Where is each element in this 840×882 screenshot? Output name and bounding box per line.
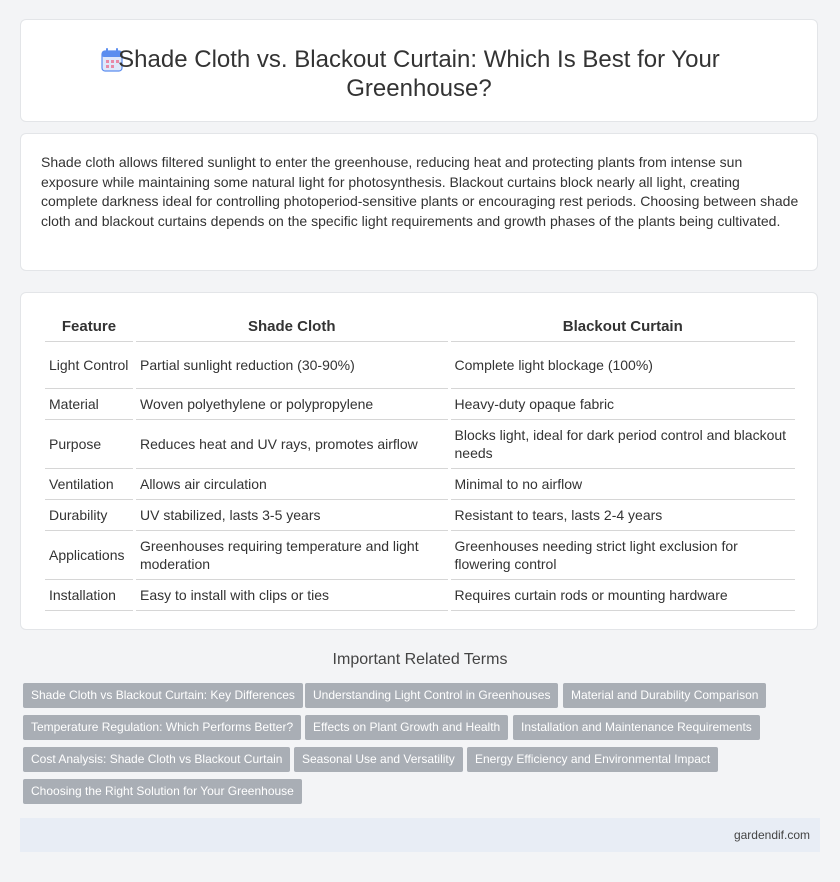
row-shade-cloth: UV stabilized, lasts 3-5 years	[136, 500, 448, 531]
row-feature: Light Control	[45, 342, 133, 389]
related-terms-title: Important Related Terms	[332, 651, 508, 668]
row-blackout-curtain: Minimal to no airflow	[451, 469, 795, 500]
header-blackout-curtain: Blackout Curtain	[451, 311, 795, 342]
row-shade-cloth: Greenhouses requiring temperature and light moderation	[136, 531, 448, 580]
row-feature: Installation	[45, 580, 133, 611]
related-tag[interactable]: Understanding Light Control in Greenhouses	[305, 683, 558, 708]
related-tag[interactable]: Shade Cloth vs Blackout Curtain: Key Differences	[23, 683, 303, 708]
intro-card	[20, 133, 818, 271]
related-tag[interactable]: Energy Efficiency and Environmental Impact	[467, 747, 718, 772]
row-shade-cloth: Woven polyethylene or polypropylene	[136, 389, 448, 420]
row-blackout-curtain: Complete light blockage (100%)	[451, 342, 795, 389]
row-blackout-curtain: Blocks light, ideal for dark period control and blackout needs	[451, 420, 795, 469]
table-row	[45, 420, 795, 469]
table-row	[45, 342, 795, 389]
title-card	[20, 19, 818, 122]
row-blackout-curtain: Resistant to tears, lasts 2-4 years	[451, 500, 795, 531]
page-title: Shade Cloth vs. Blackout Curtain: Which Is Best for Your Greenhouse?	[118, 46, 720, 102]
table-row	[45, 531, 795, 580]
table-header-row	[45, 311, 795, 342]
footer	[20, 818, 820, 852]
related-tag[interactable]: Choosing the Right Solution for Your Greenhouse	[23, 779, 302, 804]
intro-paragraph: Shade cloth allows filtered sunlight to enter the greenhouse, reducing heat and protecting plants from intense sun exposure while maintaining some natural light for photosynthesis. Blackout curtains block nearly all light, creating complete darkness ideal for controlling photoperiod-sensitive plants or encouraging rest periods. Choosing between shade cloth and blackout curtains depends on the specific light requirements and growth phases of the plants being cultivated.	[41, 154, 799, 229]
row-blackout-curtain: Heavy-duty opaque fabric	[451, 389, 795, 420]
row-feature: Material	[45, 389, 133, 420]
comparison-card	[20, 292, 818, 630]
row-feature: Durability	[45, 500, 133, 531]
row-feature: Applications	[45, 531, 133, 580]
table-row	[45, 469, 795, 500]
related-tag[interactable]: Cost Analysis: Shade Cloth vs Blackout Curtain	[23, 747, 290, 772]
table-row	[45, 389, 795, 420]
related-tag[interactable]: Installation and Maintenance Requirements	[513, 715, 760, 740]
row-feature: Purpose	[45, 420, 133, 469]
table-row	[45, 500, 795, 531]
site-link[interactable]: gardendif.com	[733, 828, 810, 842]
related-tag[interactable]: Temperature Regulation: Which Performs Better?	[23, 715, 301, 740]
related-tag[interactable]: Material and Durability Comparison	[563, 683, 766, 708]
row-shade-cloth: Easy to install with clips or ties	[136, 580, 448, 611]
row-shade-cloth: Partial sunlight reduction (30-90%)	[136, 342, 448, 389]
comparison-table	[42, 311, 798, 611]
row-shade-cloth: Reduces heat and UV rays, promotes airflow	[136, 420, 448, 469]
row-blackout-curtain: Requires curtain rods or mounting hardware	[451, 580, 795, 611]
row-shade-cloth: Allows air circulation	[136, 469, 448, 500]
header-shade-cloth: Shade Cloth	[136, 311, 448, 342]
row-feature: Ventilation	[45, 469, 133, 500]
row-blackout-curtain: Greenhouses needing strict light exclusion for flowering control	[451, 531, 795, 580]
table-row	[45, 580, 795, 611]
related-tag[interactable]: Seasonal Use and Versatility	[294, 747, 463, 772]
related-tag[interactable]: Effects on Plant Growth and Health	[305, 715, 508, 740]
header-feature: Feature	[45, 311, 133, 342]
